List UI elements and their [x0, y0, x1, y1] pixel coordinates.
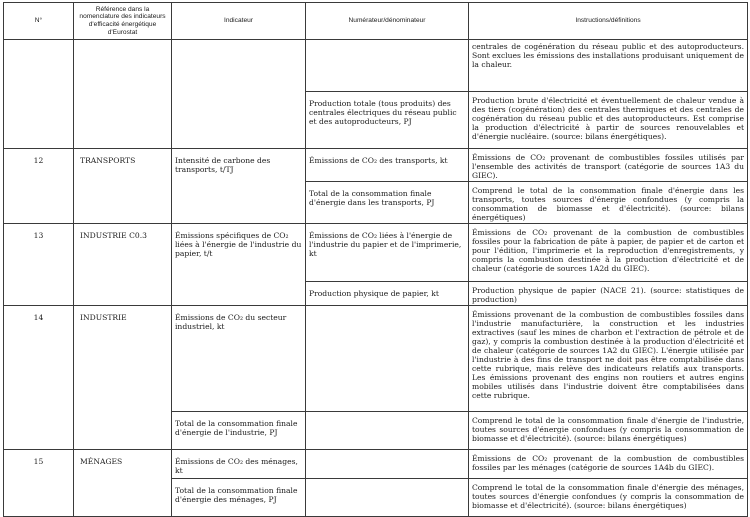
- row-reference: [74, 40, 172, 149]
- indicator-table-page: [3, 2, 747, 517]
- row-instructions: Émissions de CO₂ provenant de la combustion de combustibles fossiles pour la fabrication de pâte à papier, de papier et de carton et pour l'édition, l'imprimerie et la reproduction d'enregistrements, y compris la combustion destinée à la production d'électricité et de chaleur (catégorie de sources 1A2d du GIEC).: [469, 224, 748, 282]
- header-indicator: Indicateur: [172, 3, 306, 40]
- row-instructions: centrales de cogénération du réseau public et des autoproducteurs. Sont exclues les émissions des installations produisant uniquement de la chaleur.: [469, 40, 748, 92]
- row-numerator: [306, 306, 469, 412]
- row-indicator: Émissions de CO₂ des ménages, kt: [172, 450, 306, 479]
- row-indicator: Émissions de CO₂ du secteur industriel, kt: [172, 306, 306, 412]
- table-row: [4, 224, 748, 282]
- row-number: 12: [4, 149, 74, 224]
- row-denominator: [306, 479, 469, 517]
- row-instructions: Émissions de CO₂ provenant de combustibles fossiles utilisés par l'ensemble des activités de transport (catégorie de sources 1A3 du GIEC).: [469, 149, 748, 182]
- row-numerator: [306, 40, 469, 92]
- row-instructions: Comprend le total de la consommation finale d'énergie dans les transports, toutes sources d'énergie confondues (y compris la consommation de biomasse et d'électricité). (source: bilans énergétiques): [469, 182, 748, 224]
- row-reference: MÉNAGES: [74, 450, 172, 517]
- row-numerator: Émissions de CO₂ liées à l'énergie de l'industrie du papier et de l'imprimerie, kt: [306, 224, 469, 282]
- row-numerator: Émissions de CO₂ des transports, kt: [306, 149, 469, 182]
- header-instructions: Instructions/définitions: [469, 3, 748, 40]
- table-row: [4, 149, 748, 182]
- row-reference: INDUSTRIE: [74, 306, 172, 450]
- header-no: N°: [4, 3, 74, 40]
- header-reference: Référence dans la nomenclature des indicateurs d'efficacité énergétique d'Eurostat: [74, 3, 172, 40]
- row-denominator: [306, 412, 469, 450]
- row-denominator: Total de la consommation finale d'énergie dans les transports, PJ: [306, 182, 469, 224]
- row-indicator: Intensité de carbone des transports, t/TJ: [172, 149, 306, 224]
- row-instructions: Production physique de papier (NACE 21). (source: statistiques de production): [469, 282, 748, 306]
- row-instructions: Émissions provenant de la combustion de combustibles fossiles dans l'industrie manufacturière, la construction et les industries extractives (sauf les mines de charbon et l'extraction de pétrole et de gaz), y compris la combustion destinée à la production d'électricité et de chaleur (catégorie de sources 1A2 du GIEC). L'énergie utilisée par l'industrie à des fins de transport ne doit pas être comptabilisée dans cette rubrique, mais relève des indicateurs relatifs aux transports. Les émissions provenant des engins non routiers et autres engins mobiles utilisés dans l'industrie doivent être comptabilisées dans cette rubrique.: [469, 306, 748, 412]
- row-indicator: [172, 40, 306, 149]
- row-number: 13: [4, 224, 74, 306]
- header-numerator-denominator: Numérateur/dénominateur: [306, 3, 469, 40]
- table-row: [4, 40, 748, 92]
- row-indicator: Total de la consommation finale d'énergie de l'industrie, PJ: [172, 412, 306, 450]
- row-denominator: Production physique de papier, kt: [306, 282, 469, 306]
- row-numerator: [306, 450, 469, 479]
- row-number: 15: [4, 450, 74, 517]
- row-instructions: Production brute d'électricité et éventuellement de chaleur vendue à des tiers (cogénération) des centrales thermiques et des centrales de cogénération du réseau public et des autoproducteurs. Est comprise la production d'électricité à partir de sources renouvelables et d'énergie nucléaire. (source: bilans énergétiques).: [469, 92, 748, 149]
- table-row: [4, 306, 748, 412]
- indicator-table: [3, 2, 748, 517]
- row-instructions: Comprend le total de la consommation finale d'énergie de l'industrie, toutes sources d'énergie confondues (y compris la consommation de biomasse et d'électricité). (source: bilans énergétiques): [469, 412, 748, 450]
- row-instructions: Émissions de CO₂ provenant de la combustion de combustibles fossiles par les ménages (catégorie de sources 1A4b du GIEC).: [469, 450, 748, 479]
- row-denominator: Production totale (tous produits) des centrales électriques du réseau public et des autoproducteurs, PJ: [306, 92, 469, 149]
- row-reference: TRANSPORTS: [74, 149, 172, 224]
- row-indicator: Émissions spécifiques de CO₂ liées à l'énergie de l'industrie du papier, t/t: [172, 224, 306, 306]
- row-indicator: Total de la consommation finale d'énergie des ménages, PJ: [172, 479, 306, 517]
- table-row: [4, 450, 748, 479]
- row-number: 14: [4, 306, 74, 450]
- table-header-row: [4, 3, 748, 40]
- row-instructions: Comprend le total de la consommation finale d'énergie des ménages, toutes sources d'énergie confondues (y compris la consommation de biomasse et d'électricité). (source: bilans énergétiques): [469, 479, 748, 517]
- row-number: [4, 40, 74, 149]
- row-reference: INDUSTRIE C0.3: [74, 224, 172, 306]
